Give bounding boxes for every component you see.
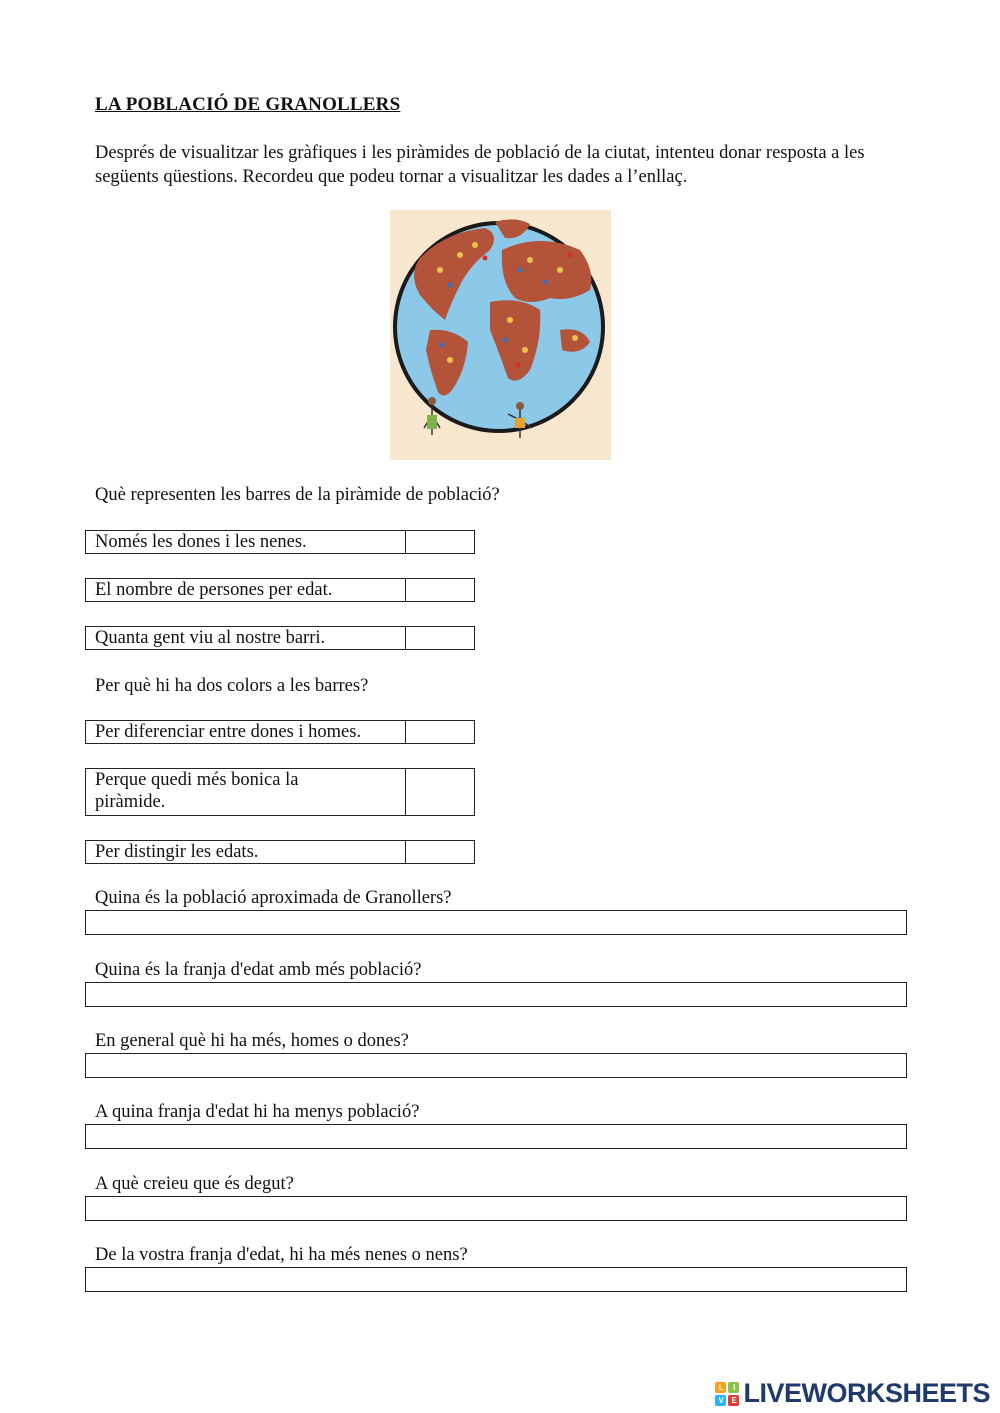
option-label: Per distingir les edats. bbox=[86, 841, 406, 863]
open-question-4: A quina franja d'edat hi ha menys població? bbox=[95, 1102, 420, 1122]
q1-option-2-answer-box[interactable] bbox=[406, 579, 474, 601]
q1-option-3-answer-box[interactable] bbox=[406, 627, 474, 649]
liveworksheets-logo bbox=[715, 1378, 990, 1409]
open-question-1: Quina és la població aproximada de Granollers? bbox=[95, 888, 452, 908]
q2-option-2 bbox=[85, 768, 475, 816]
option-label: Perque quedi més bonica la piràmide. bbox=[86, 769, 406, 815]
question-2: Per què hi ha dos colors a les barres? bbox=[95, 676, 369, 696]
q1-option-3 bbox=[85, 626, 475, 650]
globe-people-illustration bbox=[390, 210, 611, 460]
answer-field-4[interactable] bbox=[85, 1124, 907, 1149]
q2-option-3-answer-box[interactable] bbox=[406, 841, 474, 863]
option-label: Només les dones i les nenes. bbox=[86, 531, 406, 553]
logo-squares-icon: L I V E bbox=[715, 1382, 739, 1406]
q1-option-2 bbox=[85, 578, 475, 602]
answer-field-1[interactable] bbox=[85, 910, 907, 935]
page-title: LA POBLACIÓ DE GRANOLLERS bbox=[95, 94, 401, 115]
q2-option-3 bbox=[85, 840, 475, 864]
option-label: Per diferenciar entre dones i homes. bbox=[86, 721, 406, 743]
open-question-5: A què creieu que és degut? bbox=[95, 1174, 294, 1194]
answer-field-5[interactable] bbox=[85, 1196, 907, 1221]
answer-field-6[interactable] bbox=[85, 1267, 907, 1292]
q2-option-1-answer-box[interactable] bbox=[406, 721, 474, 743]
answer-field-3[interactable] bbox=[85, 1053, 907, 1078]
brand-text: LIVEWORKSHEETS bbox=[743, 1378, 990, 1408]
q1-option-1-answer-box[interactable] bbox=[406, 531, 474, 553]
question-1: Què representen les barres de la piràmide de població? bbox=[95, 485, 500, 505]
open-question-2: Quina és la franja d'edat amb més població? bbox=[95, 960, 422, 980]
open-question-6: De la vostra franja d'edat, hi ha més nenes o nens? bbox=[95, 1245, 468, 1265]
option-label: El nombre de persones per edat. bbox=[86, 579, 406, 601]
q1-option-1 bbox=[85, 530, 475, 554]
q2-option-2-answer-box[interactable] bbox=[406, 769, 474, 815]
q2-option-1 bbox=[85, 720, 475, 744]
intro-paragraph: Després de visualitzar les gràfiques i les piràmides de població de la ciutat, intenteu donar resposta a les següents qüestions. Recordeu que podeu tornar a visualitzar les dades a l’enllaç. bbox=[95, 143, 865, 187]
answer-field-2[interactable] bbox=[85, 982, 907, 1007]
open-question-3: En general què hi ha més, homes o dones? bbox=[95, 1031, 409, 1051]
option-label: Quanta gent viu al nostre barri. bbox=[86, 627, 406, 649]
